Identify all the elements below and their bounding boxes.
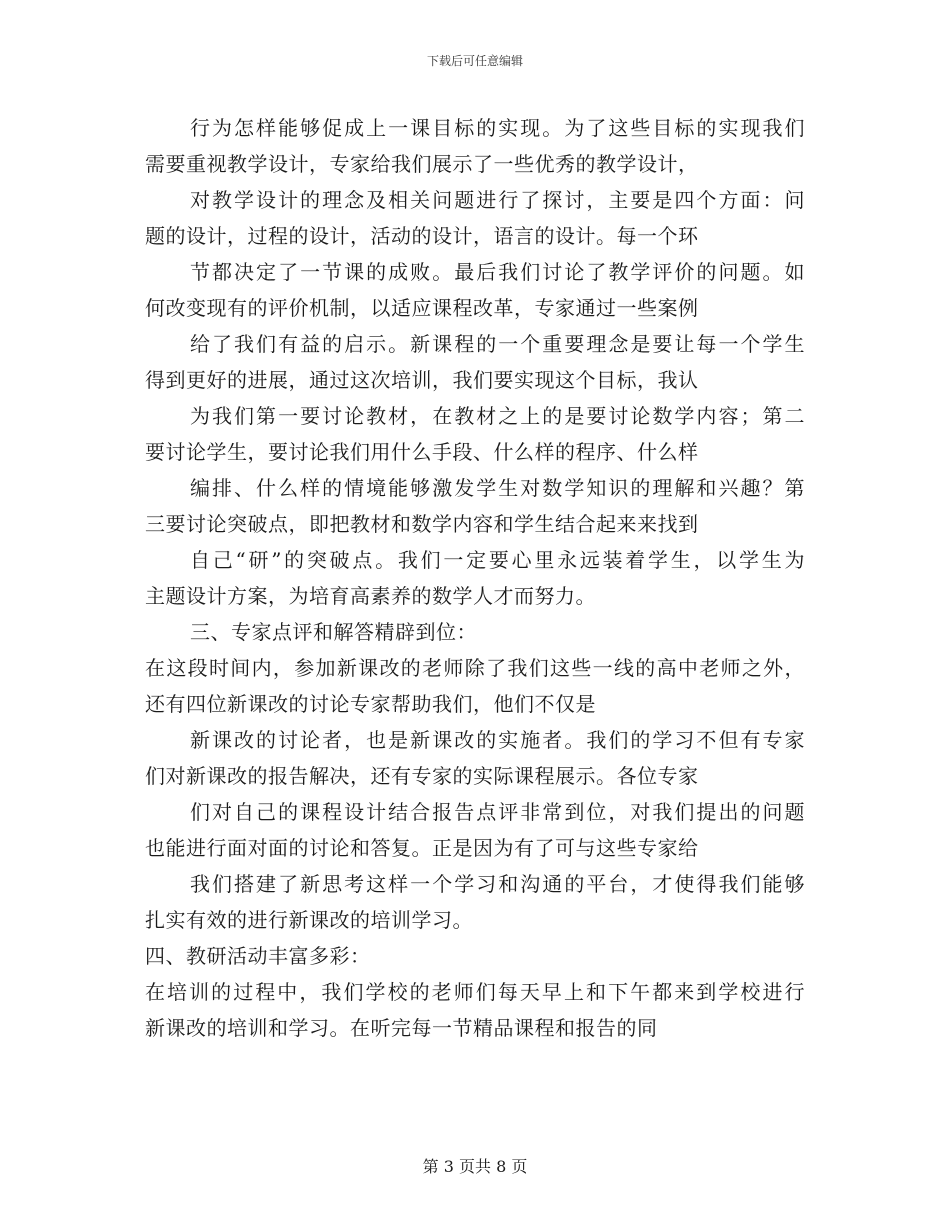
paragraph-line: 要讨论学生，要讨论我们用什么手段、什么样的程序、什么样 bbox=[145, 440, 699, 464]
paragraph-line: 编排、什么样的情境能够激发学生对数学知识的理解和兴趣？第 bbox=[190, 476, 805, 500]
paragraph-line: 节都决定了一节课的成败。最后我们讨论了教学评价的问题。如 bbox=[190, 260, 805, 284]
paragraph-line: 在这段时间内，参加新课改的老师除了我们这些一线的高中老师之外， bbox=[145, 656, 805, 680]
paragraph-line: 们对自己的课程设计结合报告点评非常到位，对我们提出的问题 bbox=[190, 800, 805, 824]
paragraph-line: 为我们第一要讨论教材，在教材之上的是要讨论数学内容；第二 bbox=[190, 404, 805, 428]
page-header-note: 下载后可任意编辑 bbox=[426, 54, 523, 68]
paragraph-line: 行为怎样能够促成上一课目标的实现。为了这些目标的实现我们 bbox=[190, 116, 805, 140]
paragraph-line: 也能进行面对面的讨论和答复。正是因为有了可与这些专家给 bbox=[145, 836, 699, 860]
paragraph-line: 题的设计，过程的设计，活动的设计，语言的设计。每一个环 bbox=[145, 224, 699, 248]
section-heading: 三、专家点评和解答精辟到位： bbox=[190, 620, 477, 644]
page-number-footer: 第 3 页共 8 页 bbox=[422, 1157, 528, 1176]
document-body bbox=[145, 110, 805, 1046]
paragraph-line: 自己“研”的突破点。我们一定要心里永远装着学生，以学生为 bbox=[190, 548, 805, 572]
paragraph-line: 主题设计方案，为培育高素养的数学人才而努力。 bbox=[145, 584, 596, 608]
paragraph-line: 对教学设计的理念及相关问题进行了探讨，主要是四个方面：问 bbox=[190, 188, 805, 212]
paragraph-line: 在培训的过程中，我们学校的老师们每天早上和下午都来到学校进行 bbox=[145, 980, 805, 1004]
paragraph-line: 我们搭建了新思考这样一个学习和沟通的平台，才使得我们能够 bbox=[190, 872, 805, 896]
paragraph-line: 需要重视教学设计，专家给我们展示了一些优秀的教学设计， bbox=[145, 152, 699, 176]
paragraph-line: 们对新课改的报告解决，还有专家的实际课程展示。各位专家 bbox=[145, 764, 699, 788]
section-heading: 四、教研活动丰富多彩： bbox=[145, 944, 371, 968]
paragraph-line: 三要讨论突破点，即把教材和数学内容和学生结合起来来找到 bbox=[145, 512, 699, 536]
paragraph-line: 还有四位新课改的讨论专家帮助我们，他们不仅是 bbox=[145, 692, 596, 716]
paragraph-line: 给了我们有益的启示。新课程的一个重要理念是要让每一个学生 bbox=[190, 332, 805, 356]
paragraph-line: 扎实有效的进行新课改的培训学习。 bbox=[145, 908, 473, 932]
paragraph-line: 得到更好的进展，通过这次培训，我们要实现这个目标，我认 bbox=[145, 368, 699, 392]
paragraph-line: 新课改的培训和学习。在听完每一节精品课程和报告的同 bbox=[145, 1016, 658, 1040]
paragraph-line: 何改变现有的评价机制，以适应课程改革，专家通过一些案例 bbox=[145, 296, 699, 320]
paragraph-line: 新课改的讨论者，也是新课改的实施者。我们的学习不但有专家 bbox=[190, 728, 805, 752]
